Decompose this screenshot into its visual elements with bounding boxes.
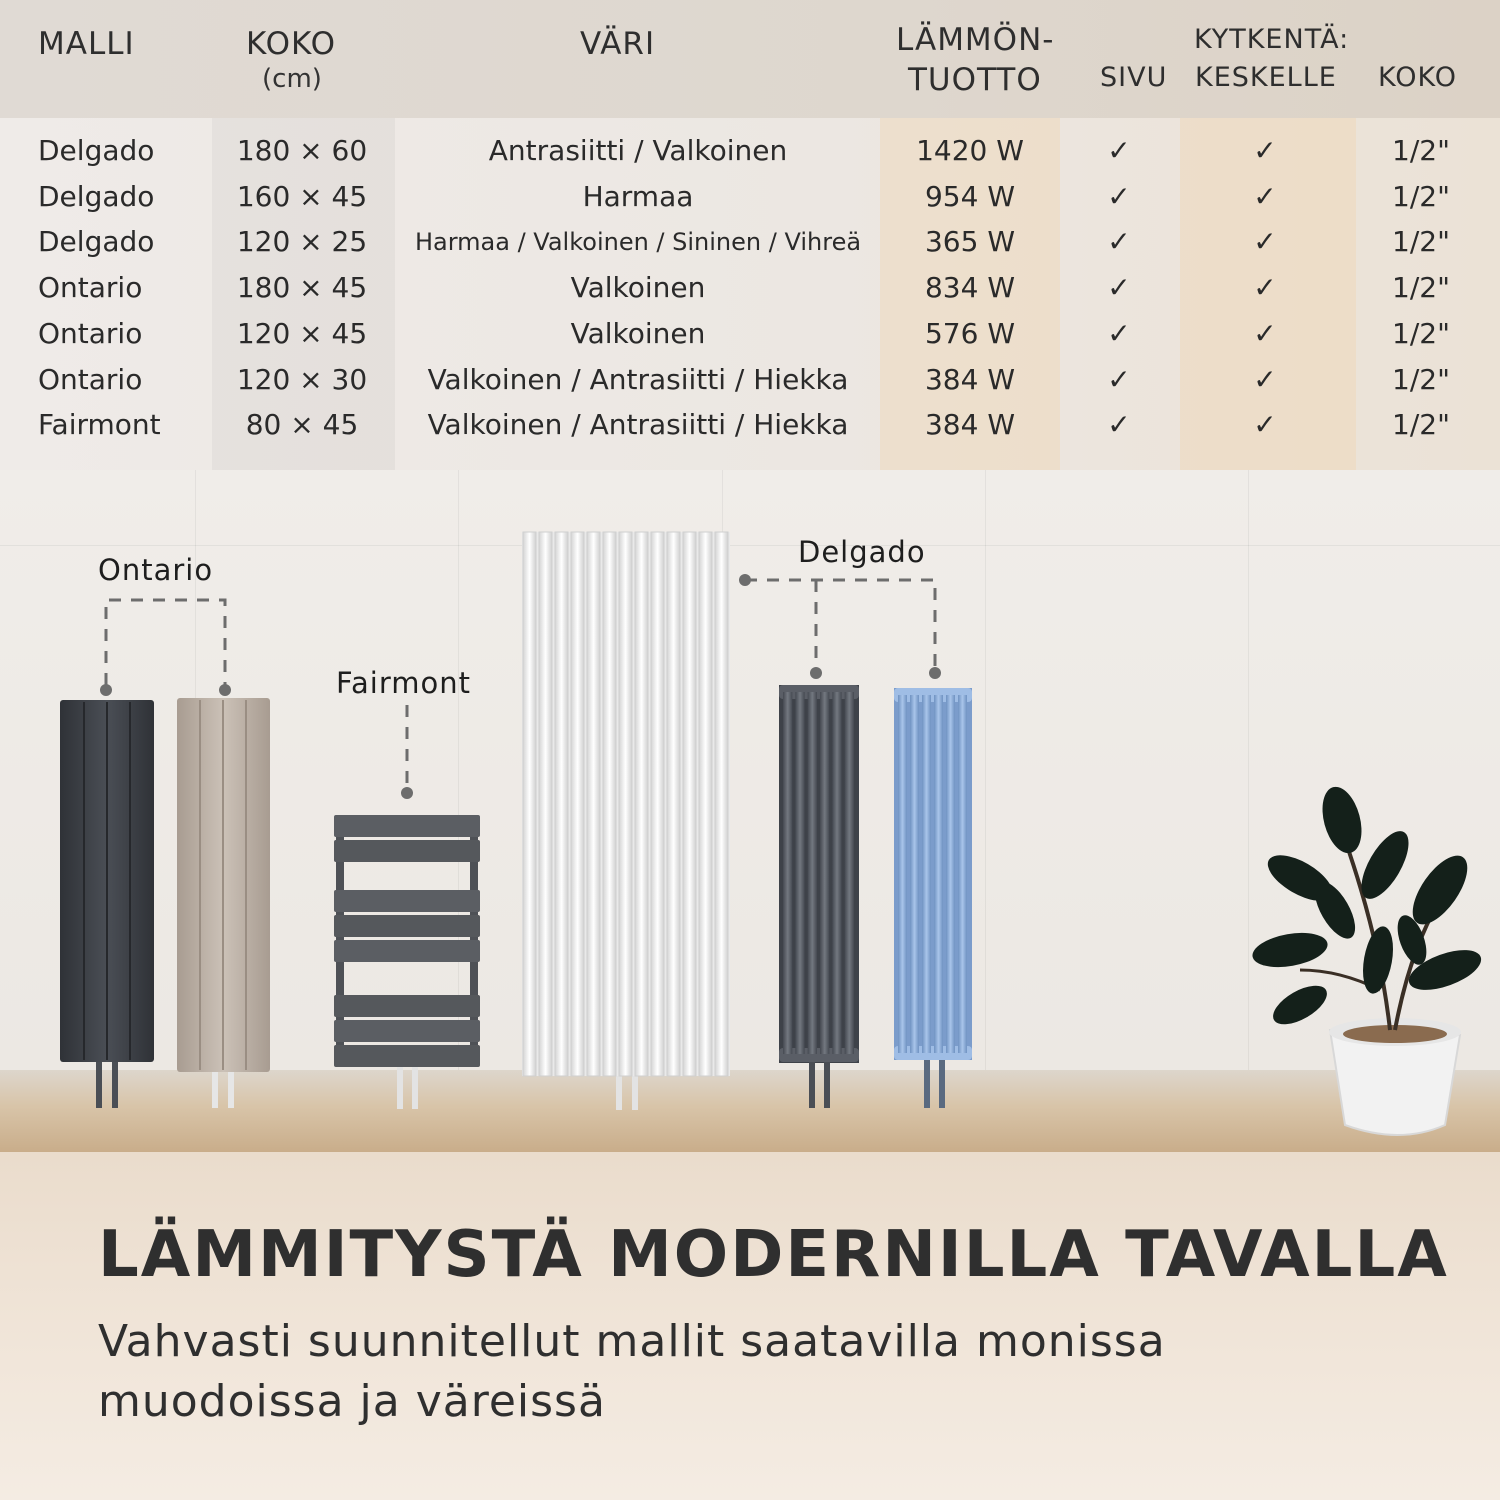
cell-center-check: ✓ (1253, 179, 1277, 213)
cell-size: 120 × 25 (236, 225, 368, 259)
cell-side-check: ✓ (1107, 179, 1131, 213)
header-size: KOKO (246, 26, 337, 62)
cell-color: Valkoinen / Antrasiitti / Hiekka (427, 362, 849, 396)
cell-connection-size: 1/2" (1392, 316, 1450, 350)
cell-color: Harmaa (582, 179, 694, 213)
cell-power: 384 W (924, 362, 1016, 396)
table-header-band (0, 0, 1500, 118)
cell-connection-size: 1/2" (1392, 271, 1450, 305)
cell-model: Delgado (38, 134, 155, 167)
cell-color: Valkoinen (570, 271, 706, 305)
cell-size: 120 × 45 (236, 316, 368, 350)
header-center: KESKELLE (1195, 62, 1337, 93)
cell-model: Delgado (38, 179, 155, 213)
label-fairmont: Fairmont (336, 666, 472, 700)
cell-color: Antrasiitti / Valkoinen (488, 134, 788, 167)
cell-connection-size: 1/2" (1392, 408, 1450, 442)
cell-model: Ontario (38, 271, 143, 305)
header-color: VÄRI (580, 26, 656, 62)
table-row (0, 265, 1500, 311)
plant-icon (1250, 782, 1486, 1135)
cell-model: Delgado (38, 225, 155, 259)
cell-connection-size: 1/2" (1392, 134, 1450, 167)
cell-size: 160 × 45 (236, 179, 368, 213)
cell-model: Fairmont (38, 408, 161, 442)
cell-color: Valkoinen (570, 316, 706, 350)
header-connection-size: KOKO (1378, 62, 1457, 93)
cell-model: Ontario (38, 362, 143, 396)
radiator-scene (0, 470, 1500, 1152)
cell-color: Harmaa / Valkoinen / Sininen / Vihreä (414, 228, 862, 257)
cell-side-check: ✓ (1107, 408, 1131, 442)
cell-power: 1420 W (916, 134, 1024, 167)
table-row (0, 174, 1500, 220)
cell-power: 834 W (924, 271, 1016, 305)
ontario-anthracite-radiator (60, 700, 154, 1108)
headline: LÄMMITYSTÄ MODERNILLA TAVALLA (98, 1218, 1449, 1292)
delgado-white-radiator (522, 532, 730, 1110)
ontario-sand-radiator (177, 698, 270, 1108)
table-row (0, 311, 1500, 357)
cell-size: 80 × 45 (245, 408, 359, 442)
header-connection-group: KYTKENTÄ: (1194, 24, 1350, 55)
label-ontario: Ontario (98, 553, 214, 587)
header-power-line2: TUOTTO (908, 62, 1042, 98)
cell-size: 120 × 30 (236, 362, 368, 396)
cell-side-check: ✓ (1107, 225, 1131, 259)
cell-side-check: ✓ (1107, 271, 1131, 305)
cell-center-check: ✓ (1253, 408, 1277, 442)
table-row (0, 357, 1500, 403)
cell-power: 954 W (924, 179, 1016, 213)
table-row (0, 402, 1500, 448)
cell-size: 180 × 60 (236, 134, 368, 167)
cell-connection-size: 1/2" (1392, 362, 1450, 396)
cell-power: 576 W (924, 316, 1016, 350)
cell-center-check: ✓ (1253, 271, 1277, 305)
cell-center-check: ✓ (1253, 134, 1277, 167)
table-row (0, 128, 1500, 174)
delgado-grey-radiator (779, 685, 859, 1108)
delgado-blue-radiator (894, 688, 972, 1108)
cell-center-check: ✓ (1253, 316, 1277, 350)
cell-side-check: ✓ (1107, 362, 1131, 396)
header-model: MALLI (38, 26, 135, 62)
cell-connection-size: 1/2" (1392, 179, 1450, 213)
header-power-line1: LÄMMÖN- (896, 22, 1055, 58)
cell-center-check: ✓ (1253, 362, 1277, 396)
cell-side-check: ✓ (1107, 316, 1131, 350)
header-side: SIVU (1100, 62, 1168, 93)
label-delgado: Delgado (798, 535, 926, 569)
cell-power: 365 W (924, 225, 1016, 259)
cell-model: Ontario (38, 316, 143, 350)
cell-connection-size: 1/2" (1392, 225, 1450, 259)
table-row (0, 219, 1500, 265)
cell-side-check: ✓ (1107, 134, 1131, 167)
fairmont-radiator (334, 815, 480, 1109)
cell-color: Valkoinen / Antrasiitti / Hiekka (427, 408, 849, 442)
cell-power: 384 W (924, 408, 1016, 442)
cell-center-check: ✓ (1253, 225, 1277, 259)
cell-size: 180 × 45 (236, 271, 368, 305)
spec-table (0, 0, 1500, 470)
header-size-unit: (cm) (262, 64, 322, 94)
subline: Vahvasti suunnitellut mallit saatavilla monissa muodoissa ja väreissä (98, 1316, 1166, 1427)
